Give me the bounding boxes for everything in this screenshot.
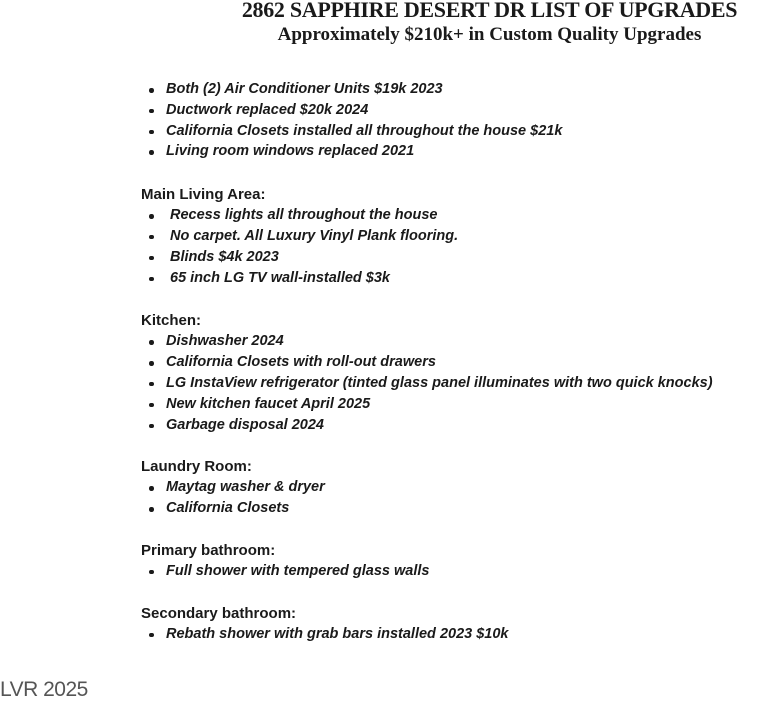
section-main-living bbox=[141, 185, 781, 288]
list-item: California Closets installed all throughout the house $21k bbox=[141, 121, 781, 142]
section-heading: Kitchen: bbox=[141, 312, 201, 330]
bullet-icon bbox=[149, 235, 154, 240]
bullet-icon bbox=[149, 256, 154, 261]
bullet-icon bbox=[149, 361, 154, 366]
section-primary-bathroom bbox=[141, 541, 781, 582]
bullet-icon bbox=[149, 277, 154, 282]
list-item: Living room windows replaced 2021 bbox=[141, 141, 781, 162]
list-item: LG InstaView refrigerator (tinted glass panel illuminates with two quick knocks) bbox=[141, 373, 781, 394]
bullet-icon bbox=[149, 633, 154, 638]
list-item: No carpet. All Luxury Vinyl Plank flooring. bbox=[141, 226, 781, 247]
bullet-icon bbox=[149, 382, 154, 387]
bullet-icon bbox=[149, 109, 154, 114]
page-subtitle: Approximately $210k+ in Custom Quality Upgrades bbox=[277, 24, 702, 45]
list-item: New kitchen faucet April 2025 bbox=[141, 394, 781, 415]
list-item: Garbage disposal 2024 bbox=[141, 415, 781, 436]
section-secondary-bathroom bbox=[141, 604, 781, 645]
list-item: Recess lights all throughout the house bbox=[141, 205, 781, 226]
list-item: 65 inch LG TV wall-installed $3k bbox=[141, 268, 781, 289]
section-kitchen bbox=[141, 311, 781, 435]
section-heading: Secondary bathroom: bbox=[141, 604, 297, 622]
list-item: Blinds $4k 2023 bbox=[141, 247, 781, 268]
page-title: 2862 SAPPHIRE DESERT DR LIST OF UPGRADES bbox=[241, 0, 738, 22]
list-item: Both (2) Air Conditioner Units $19k 2023 bbox=[141, 79, 781, 100]
bullet-icon bbox=[149, 403, 154, 408]
section-laundry bbox=[141, 457, 781, 519]
section-heading: Laundry Room: bbox=[141, 458, 252, 476]
section-heading: Main Living Area: bbox=[141, 186, 266, 204]
list-item: Rebath shower with grab bars installed 2023 $10k bbox=[141, 624, 781, 645]
bullet-icon bbox=[149, 150, 154, 155]
list-item: California Closets bbox=[141, 498, 781, 519]
section-heading: Primary bathroom: bbox=[141, 541, 276, 559]
list-item: Dishwasher 2024 bbox=[141, 331, 781, 352]
list-item: California Closets with roll-out drawers bbox=[141, 352, 781, 373]
bullet-icon bbox=[149, 340, 154, 345]
watermark-text: LVR 2025 bbox=[0, 678, 88, 701]
upgrades-list bbox=[141, 79, 781, 645]
bullet-icon bbox=[149, 214, 154, 219]
bullet-icon bbox=[149, 130, 154, 135]
bullet-icon bbox=[149, 486, 154, 491]
bullet-icon bbox=[149, 507, 154, 512]
list-item: Ductwork replaced $20k 2024 bbox=[141, 100, 781, 121]
bullet-icon bbox=[149, 88, 154, 93]
bullet-icon bbox=[149, 570, 154, 575]
list-item: Full shower with tempered glass walls bbox=[141, 561, 781, 582]
general-upgrades-list bbox=[141, 79, 781, 162]
bullet-icon bbox=[149, 424, 154, 429]
list-item: Maytag washer & dryer bbox=[141, 477, 781, 498]
